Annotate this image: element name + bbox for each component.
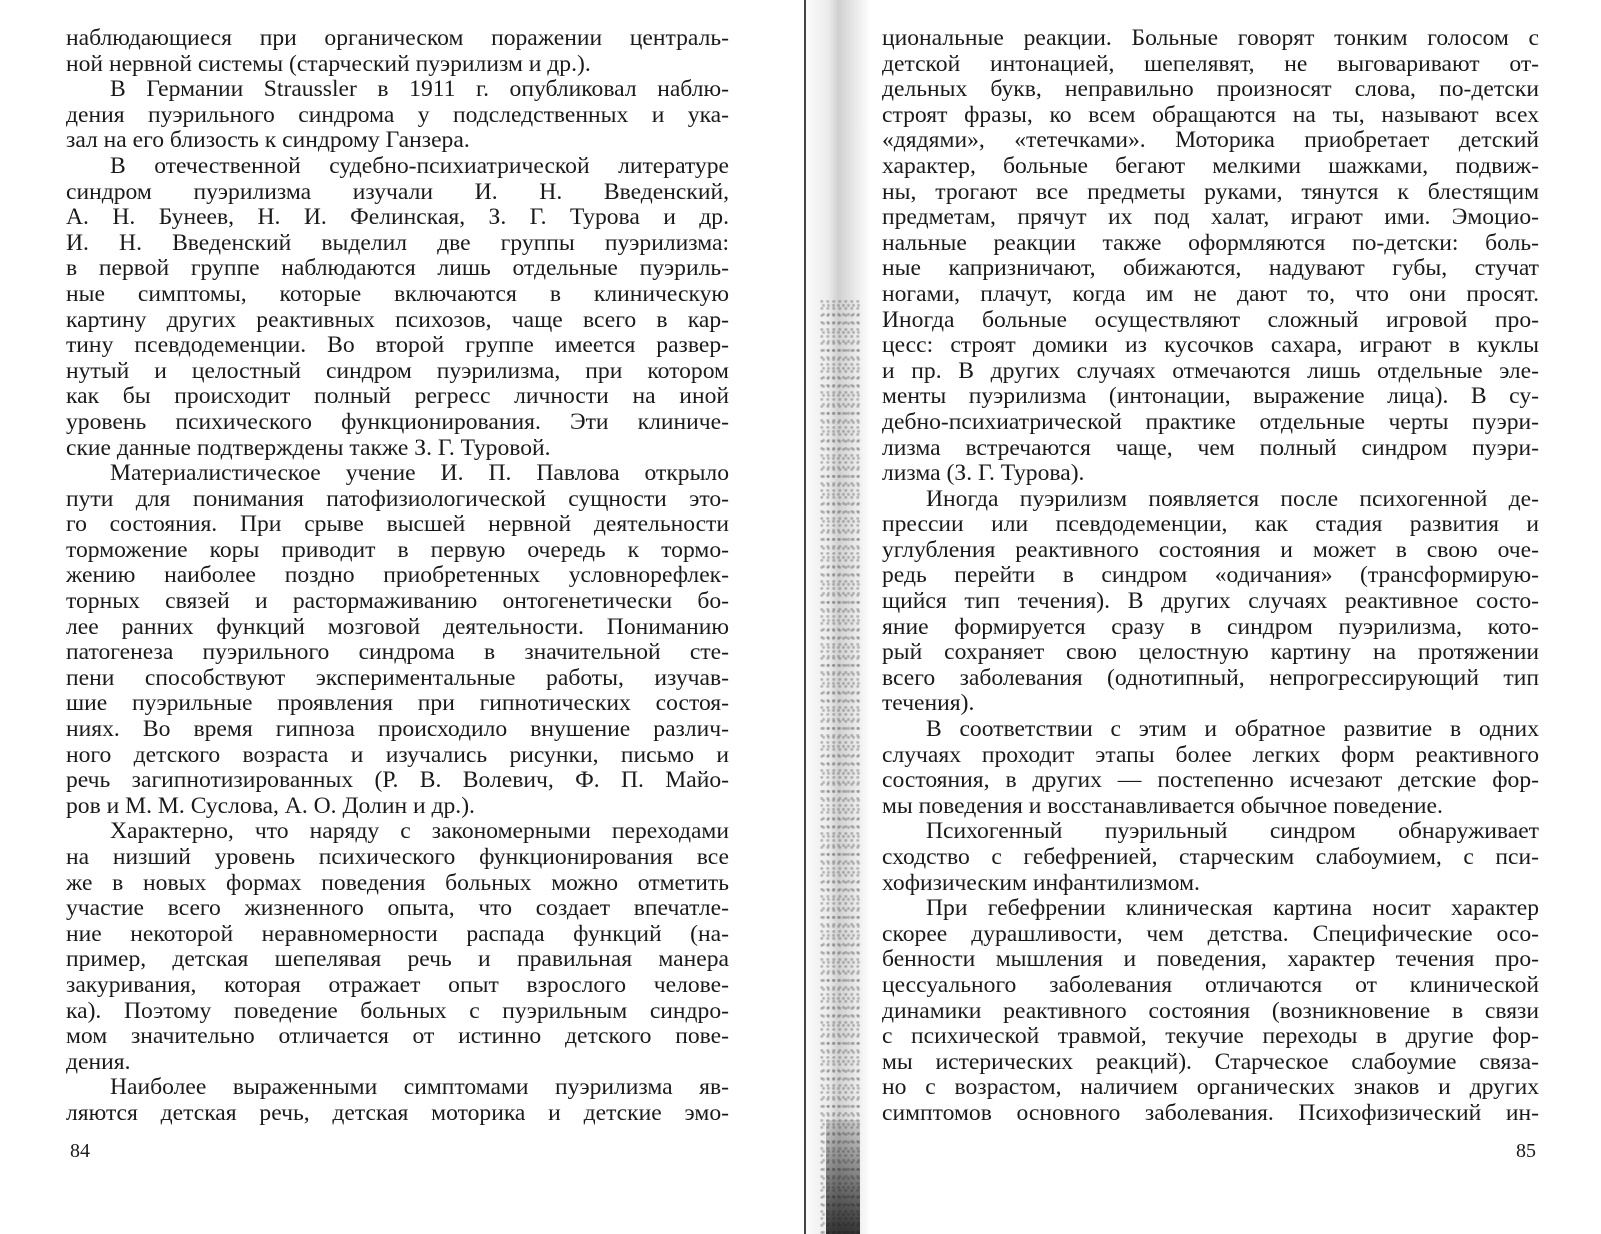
text-line: Иногда пуэрилизм появляется после психогенной де- (926, 485, 1539, 512)
text-line: наблюдающиеся при органическом поражении централь- (66, 25, 729, 51)
text-line: Характерно, что наряду с закономерными переходами (110, 818, 729, 845)
text-line: нутый и целостный синдром пуэрилизма, при котором (66, 357, 729, 384)
text-line: уровень психического функционирования. Эти клиниче- (66, 408, 729, 435)
text-line: углубления реактивного состояния и может в свою оче- (882, 536, 1539, 563)
gutter-dark-corner (826, 1120, 860, 1234)
text-line: но с возрастом, наличием органических знаков и других (882, 1074, 1539, 1101)
text-line: в первой группе наблюдаются лишь отдельные пуэриль- (66, 255, 729, 282)
text-line: го состояния. При срыве высшей нервной деятельности (66, 511, 729, 538)
text-line: Наиболее выраженными симптомами пуэрилизма яв- (110, 1074, 729, 1101)
text-line: синдром пуэрилизма изучали И. Н. Введенский, (66, 178, 729, 205)
text-line: речь загипнотизированных (Р. В. Волевич, Ф. П. Майо- (66, 767, 729, 794)
text-line: тину псевдодеменции. Во второй группе имеется развер- (66, 332, 729, 359)
text-line: строят фразы, ко всем обращаются на ты, называют всех (882, 101, 1539, 128)
text-line: лизма встречаются чаще, чем полный синдром пуэри- (882, 434, 1539, 461)
text-line: с психической травмой, текучие переходы в другие фор- (882, 1023, 1539, 1050)
text-line: В отечественной судебно-психиатрической литературе (110, 152, 729, 179)
text-line: дебно-психиатрической практике отдельные черты пуэри- (882, 408, 1539, 435)
text-line: редь перейти в синдром «одичания» (трансформирую- (882, 562, 1539, 589)
text-line: патогенеза пуэрильного синдрома в значительной сте- (66, 639, 729, 666)
text-line: А. Н. Бунеев, Н. И. Фелинская, З. Г. Турова и др. (66, 204, 729, 231)
text-line: случаях проходит этапы более легких форм реактивного (882, 741, 1539, 768)
text-line: ные симптомы, которые включаются в клиническую (66, 280, 729, 307)
text-line: В Германии Straussler в 1911 г. опубликовал наблю- (110, 76, 729, 103)
text-line: мы истерических реакций). Старческое слабоумие связа- (882, 1048, 1539, 1075)
text-line: щийся тип течения). В других случаях реактивное состо- (882, 588, 1539, 615)
text-line: ны, трогают все предметы руками, тянутся к блестящим (882, 178, 1539, 205)
right-page-text (882, 26, 1539, 1127)
text-line: участие всего жизненного опыта, что создает впечатле- (66, 895, 729, 922)
text-line: ляются детская речь, детская моторика и детские эмо- (66, 1099, 729, 1126)
text-line: лее ранних функций мозговой деятельности. Пониманию (66, 613, 729, 640)
text-line: дельных букв, неправильно произносят слова, по-детски (882, 76, 1539, 103)
text-line: лизма (З. Г. Турова). (882, 460, 1085, 487)
text-line: и пр. В других случаях отмечаются лишь отдельные эле- (882, 357, 1539, 384)
text-line: на низший уровень психического функционирования все (66, 844, 729, 870)
text-line: ские данные подтверждены также З. Г. Туровой. (66, 434, 551, 461)
text-line: как бы происходит полный регресс личности на иной (66, 383, 729, 410)
text-line: прессии или псевдодеменции, как стадия развития и (882, 511, 1539, 538)
text-line: ной нервной системы (старческий пуэрилизм и др.). (66, 50, 591, 77)
text-line: картину других реактивных психозов, чаще всего в кар- (66, 306, 729, 333)
text-line: В соответствии с этим и обратное развитие в одних (926, 716, 1539, 743)
text-line: детской интонацией, шепелявят, не выговаривают от- (882, 50, 1539, 77)
text-line: состояния, в других — постепенно исчезают детские фор- (882, 767, 1539, 794)
text-line: дения. (66, 1048, 131, 1075)
page-number-right: 85 (1516, 1140, 1536, 1162)
text-line: характер, больные бегают мелкими шажками, подвиж- (882, 152, 1539, 179)
text-line: предметам, прячут их под халат, играют ими. Эмоцио- (882, 204, 1539, 231)
text-line: Психогенный пуэрильный синдром обнаруживает (926, 818, 1539, 845)
text-line: циональные реакции. Больные говорят тонким голосом с (882, 25, 1539, 51)
text-line: ров и М. М. Суслова, А. О. Долин и др.). (66, 792, 475, 819)
text-line: ниях. Во время гипноза происходило внушение различ- (66, 716, 729, 743)
text-line: сходство с гебефренией, старческим слабоумием, с пси- (882, 844, 1539, 870)
text-line: мом значительно отличается от истинно детского пове- (66, 1023, 729, 1050)
text-line: жению наиболее поздно приобретенных условнорефлек- (66, 562, 729, 589)
text-line: пример, детская шепелявая речь и правильная манера (66, 946, 729, 973)
text-line: же в новых формах поведения больных можно отметить (66, 869, 729, 896)
text-line: ка). Поэтому поведение больных с пуэрильным синдро- (66, 997, 729, 1024)
text-line: пути для понимания патофизиологической сущности это- (66, 485, 729, 512)
text-line: скорее дурашливости, чем детства. Специфические осо- (882, 920, 1539, 947)
text-line: рый сохраняет свою целостную картину на протяжении (882, 639, 1539, 666)
text-line: течения). (882, 690, 975, 717)
text-line: мы поведения и восстанавливается обычное поведение. (882, 792, 1443, 819)
text-line: цессуального заболевания отличаются от клинической (882, 971, 1539, 998)
text-line: нальные реакции также оформляются по-детски: боль- (882, 229, 1539, 256)
text-line: закуривания, которая отражает опыт взрослого челове- (66, 971, 729, 998)
text-line: торных связей и растормаживанию онтогенетически бо- (66, 588, 729, 615)
text-line: цесс: строят домики из кусочков сахара, играют в куклы (882, 332, 1539, 359)
text-line: ные капризничают, обижаются, надувают губы, стучат (882, 255, 1539, 282)
text-line: всего заболевания (однотипный, непрогрессирующий тип (882, 664, 1539, 691)
text-line: яние формируется сразу в синдром пуэрилизма, кото- (882, 613, 1539, 640)
text-line: И. Н. Введенский выделил две группы пуэрилизма: (66, 229, 729, 256)
text-line: шие пуэрильные проявления при гипнотических состоя- (66, 690, 729, 717)
text-line: ногами, плачут, когда им не дают то, что они просят. (882, 280, 1539, 307)
text-line: симптомов основного заболевания. Психофизический ин- (882, 1099, 1539, 1126)
text-line: «дядями», «тетечками». Моторика приобретает детский (882, 127, 1539, 154)
text-line: хофизическим инфантилизмом. (882, 869, 1200, 896)
text-line: менты пуэрилизма (интонации, выражение лица). В су- (882, 383, 1539, 410)
text-line: динамики реактивного состояния (возникновение в связи (882, 997, 1539, 1024)
gutter-scan-noise (820, 300, 862, 1234)
text-line: ние некоторой неравномерности распада функций (на- (66, 920, 729, 947)
text-line: Иногда больные осуществляют сложный игровой про- (882, 306, 1539, 333)
text-line: пени способствуют экспериментальные работы, изучав- (66, 664, 729, 691)
gutter-edge-line (804, 0, 806, 1234)
text-line: Материалистическое учение И. П. Павлова открыло (110, 460, 729, 487)
text-line: торможение коры приводит в первую очередь к тормо- (66, 536, 729, 563)
text-line: При гебефрении клиническая картина носит характер (926, 895, 1539, 922)
text-line: зал на его близость к синдрому Ганзера. (66, 127, 470, 154)
text-line: ного детского возраста и изучались рисунки, письмо и (66, 741, 729, 768)
text-line: дения пуэрильного синдрома у подследственных и ука- (66, 101, 729, 128)
page-number-left: 84 (70, 1140, 90, 1162)
text-line: бенности мышления и поведения, характер течения про- (882, 946, 1539, 973)
left-page-text (66, 26, 729, 1127)
